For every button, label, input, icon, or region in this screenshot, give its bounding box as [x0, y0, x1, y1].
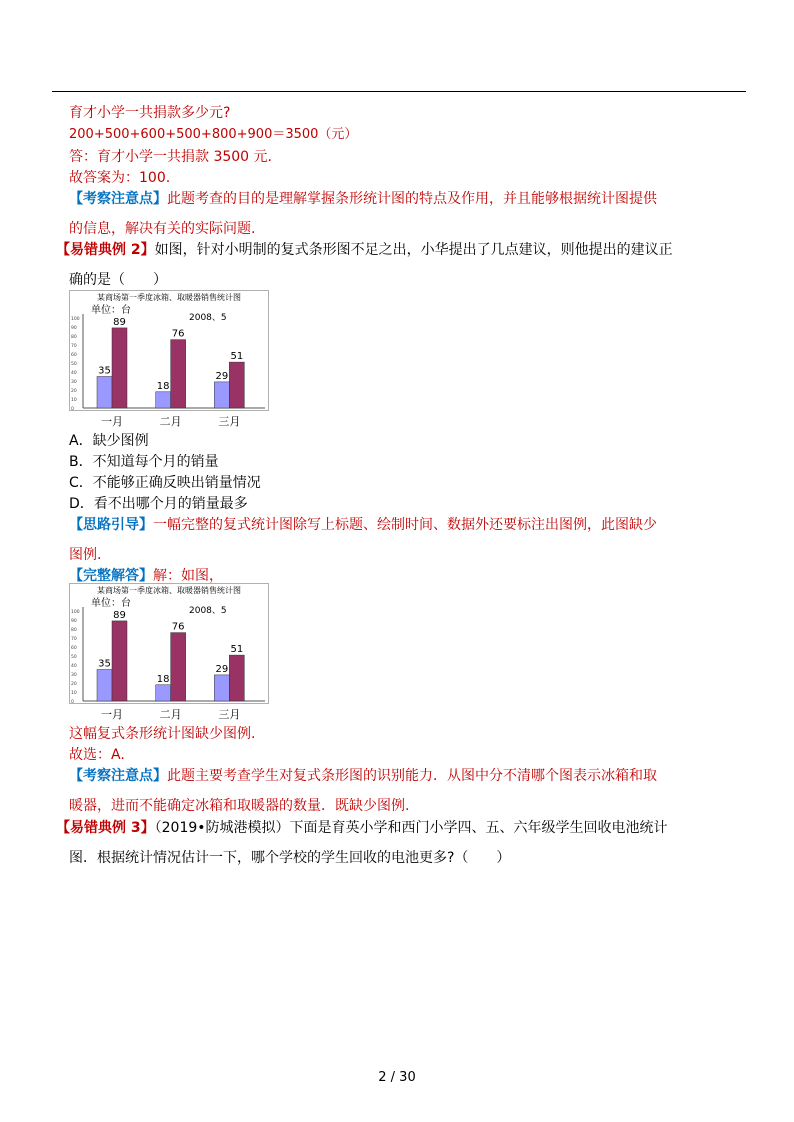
data-label: 35 — [98, 365, 111, 377]
y-tick-label: 20 — [71, 682, 77, 687]
text-span: 此题考查的目的是理解掌握条形统计图的特点及作用，并且能够根据统计图提供 — [167, 191, 657, 207]
y-tick-label: 30 — [71, 380, 77, 385]
y-tick-label: 50 — [71, 655, 77, 660]
bar — [112, 621, 127, 701]
data-label: 29 — [215, 663, 229, 675]
x-tick-label: 三月 — [218, 415, 241, 428]
y-tick-label: 100 — [71, 610, 80, 615]
data-label: 89 — [113, 609, 126, 621]
bar — [229, 362, 244, 408]
x-tick-label: 二月 — [159, 415, 182, 428]
option-b: B．不知道每个月的销量 — [69, 454, 219, 470]
x-tick-label: 一月 — [101, 708, 123, 721]
bar — [112, 328, 127, 408]
y-tick-label: 80 — [71, 335, 77, 340]
y-tick-label: 0 — [71, 700, 74, 705]
section-tag: 【完整解答】 — [69, 568, 153, 584]
text-line: 故选：A. — [69, 747, 125, 763]
bar — [171, 340, 186, 408]
y-tick-label: 10 — [71, 398, 77, 403]
bar — [214, 675, 229, 701]
bar-chart-2 — [69, 583, 269, 723]
bar — [97, 377, 112, 409]
chart-svg — [69, 583, 269, 723]
text-line: 图．根据统计情况估计一下，哪个学校的学生回收的电池更多?（ ） — [69, 850, 511, 866]
text-span: 如图，针对小明制的复式条形图不足之出，小华提出了几点建议，则他提出的建议正 — [154, 242, 673, 258]
y-tick-label: 10 — [71, 691, 77, 696]
data-label: 76 — [171, 328, 185, 340]
y-tick-label: 40 — [71, 664, 77, 669]
header-rule — [52, 91, 746, 92]
chart-unit: 单位：台 — [91, 598, 131, 609]
text-line: 答：育才小学一共捐款 3500 元. — [69, 149, 272, 165]
bar-chart-1 — [69, 290, 269, 430]
data-label: 29 — [215, 370, 229, 382]
x-tick-label: 一月 — [101, 415, 123, 428]
bar — [214, 382, 229, 408]
chart-unit: 单位：台 — [91, 305, 131, 316]
text-line: 200+500+600+500+800+900＝3500（元） — [69, 127, 358, 142]
text-line: 故答案为：100. — [69, 170, 171, 186]
bar — [156, 685, 171, 701]
text-line: 确的是（ ） — [69, 272, 167, 288]
chart-date: 2008、5 — [189, 313, 227, 323]
chart-title: 某商场第一季度冰箱、取暖器销售统计图 — [97, 293, 241, 302]
data-label: 76 — [171, 621, 185, 633]
option-a: A．缺少图例 — [69, 433, 149, 449]
note-line — [69, 767, 657, 785]
section-tag: 【思路引导】 — [69, 517, 153, 533]
text-span: 解：如图， — [153, 568, 223, 584]
text-span: 一幅完整的复式统计图除写上标题、绘制时间、数据外还要标注出图例，此图缺少 — [153, 517, 657, 533]
y-tick-label: 70 — [71, 637, 77, 642]
option-c: C．不能够正确反映出销量情况 — [69, 475, 261, 491]
data-label: 18 — [156, 380, 170, 392]
text-span: 此题主要考查学生对复式条形图的识别能力．从图中分不清哪个图表示冰箱和取 — [167, 768, 657, 784]
page-number: 2 / 30 — [378, 1070, 416, 1085]
data-label: 51 — [230, 351, 244, 363]
section-tag: 【考察注意点】 — [69, 768, 167, 784]
text-span: （2019•防城港模拟）下面是育英小学和西门小学四、五、六年级学生回收电池统计 — [154, 820, 668, 836]
data-label: 35 — [98, 658, 111, 670]
y-tick-label: 50 — [71, 362, 77, 367]
x-tick-label: 二月 — [159, 708, 182, 721]
text-line: 这幅复式条形统计图缺少图例. — [69, 726, 256, 742]
y-tick-label: 90 — [71, 619, 77, 624]
text-line: 育才小学一共捐款多少元? — [69, 105, 231, 121]
y-tick-label: 80 — [71, 628, 77, 633]
chart-svg — [69, 290, 269, 430]
section-tag: 【易错典例 3】 — [56, 820, 155, 836]
y-tick-label: 60 — [71, 646, 77, 651]
y-tick-label: 70 — [71, 344, 77, 349]
data-label: 89 — [113, 316, 126, 328]
y-tick-label: 30 — [71, 673, 77, 678]
y-tick-label: 40 — [71, 371, 77, 376]
x-tick-label: 三月 — [218, 708, 241, 721]
option-d: D．看不出哪个月的销量最多 — [69, 496, 248, 512]
text-line: 的信息，解决有关的实际问题. — [69, 221, 256, 237]
note-line — [69, 516, 657, 534]
bar — [229, 655, 244, 701]
y-tick-label: 60 — [71, 353, 77, 358]
y-tick-label: 90 — [71, 326, 77, 331]
y-tick-label: 0 — [71, 407, 74, 412]
chart-date: 2008、5 — [189, 606, 227, 616]
chart-title: 某商场第一季度冰箱、取暖器销售统计图 — [97, 586, 241, 595]
text-line: 暖器，进而不能确定冰箱和取暖器的数量．既缺少图例. — [69, 798, 410, 814]
bar — [171, 633, 186, 701]
section-tag: 【考察注意点】 — [69, 191, 167, 207]
y-tick-label: 100 — [71, 317, 80, 322]
y-tick-label: 20 — [71, 389, 77, 394]
bar — [156, 392, 171, 408]
data-label: 51 — [230, 644, 244, 656]
section-tag: 【易错典例 2】 — [56, 242, 155, 258]
data-label: 18 — [156, 673, 170, 685]
example-heading — [56, 241, 673, 259]
note-line — [69, 190, 657, 208]
bar — [97, 670, 112, 702]
example-heading — [56, 819, 668, 837]
text-line: 图例. — [69, 547, 102, 563]
